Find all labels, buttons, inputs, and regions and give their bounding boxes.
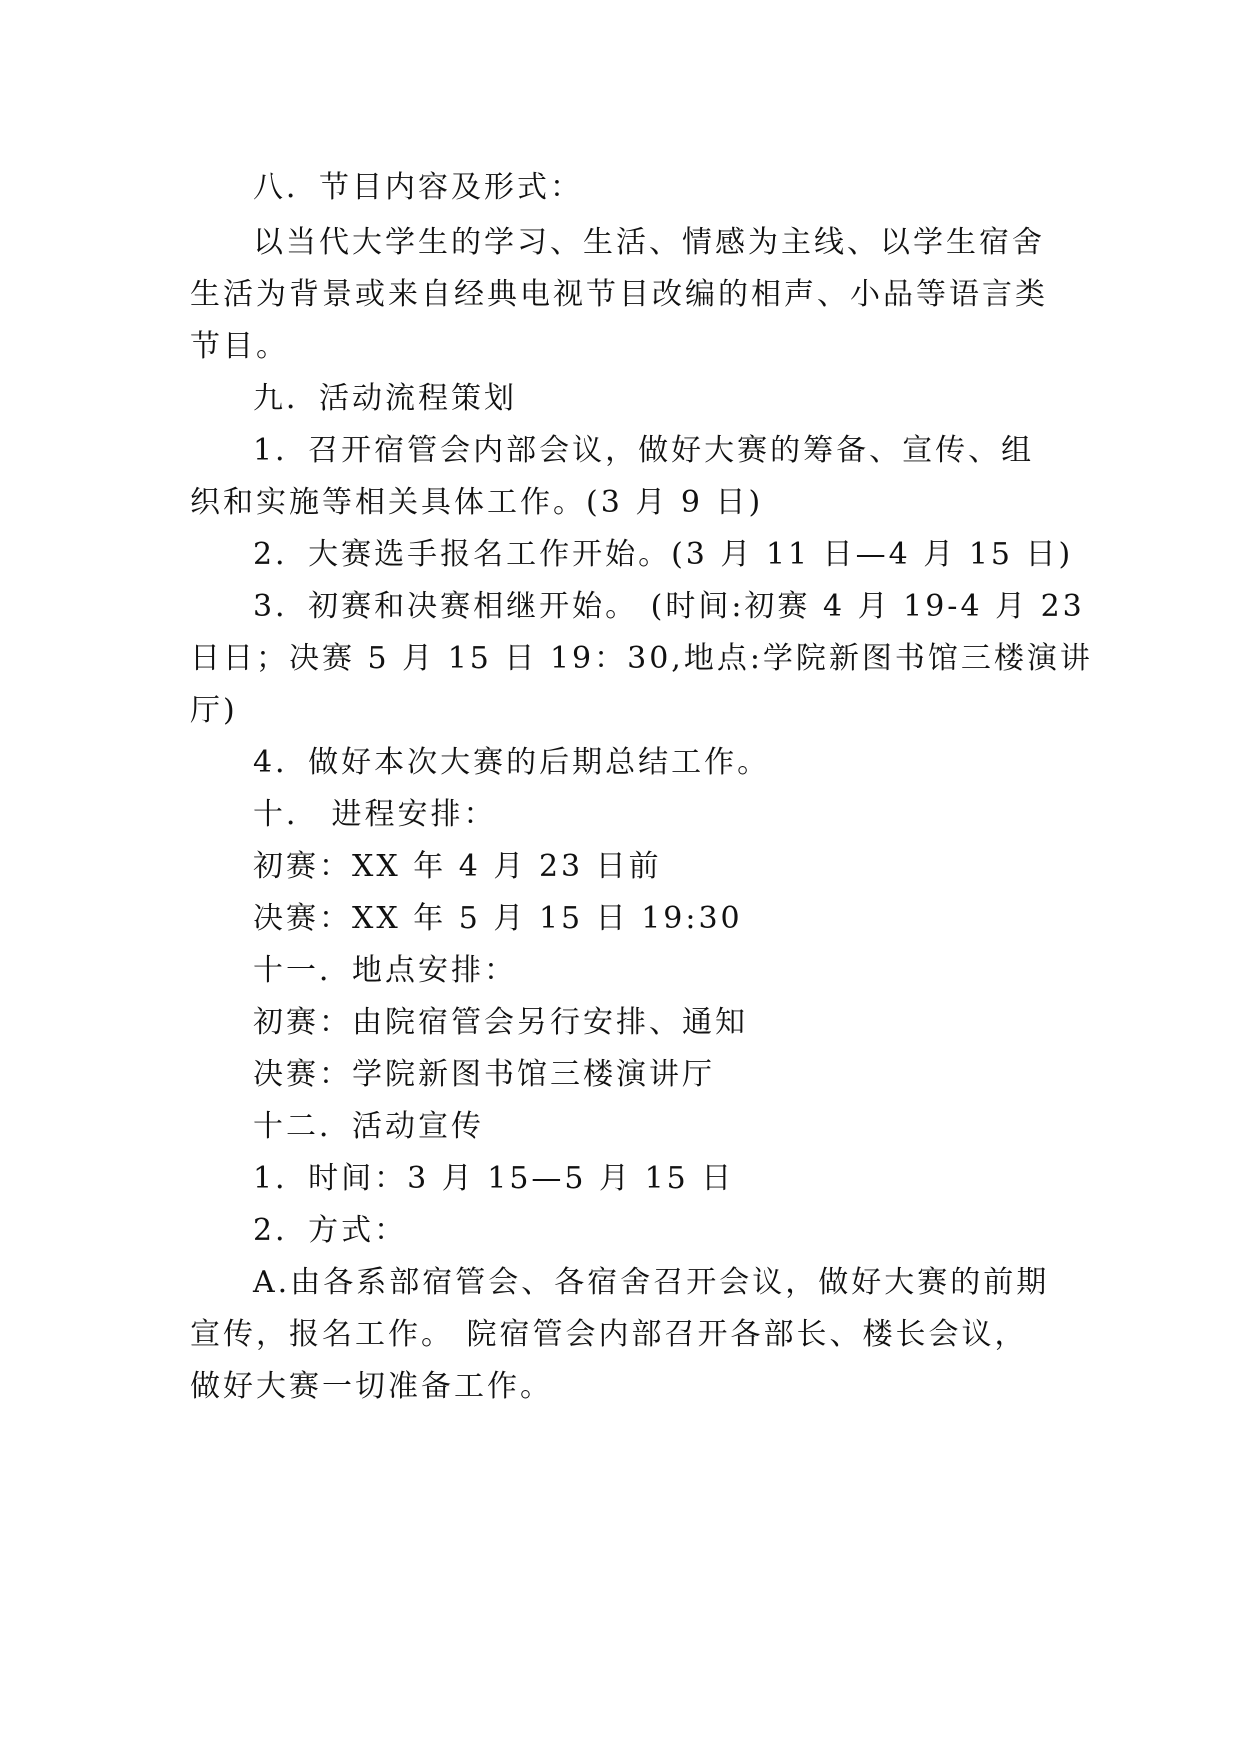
paragraph-line: 做好大赛一切准备工作。	[190, 1369, 553, 1404]
paragraph-line: 决赛：XX 年 5 月 15 日 19:30	[253, 901, 743, 936]
paragraph-line: A.由各系部宿管会、各宿舍召开会议，做好大赛的前期	[253, 1265, 1050, 1300]
section-9-heading: 九．活动流程策划	[253, 381, 517, 416]
section-12-heading: 十二．活动宣传	[253, 1109, 484, 1144]
section-10-heading: 十． 进程安排：	[253, 797, 497, 832]
paragraph-line: 2．方式：	[253, 1213, 408, 1248]
paragraph-line: 1．召开宿管会内部会议，做好大赛的筹备、宣传、组	[253, 433, 1035, 468]
paragraph-line: 以当代大学生的学习、生活、情感为主线、以学生宿舍	[253, 225, 1045, 260]
paragraph-line: 织和实施等相关具体工作。(3 月 9 日)	[190, 485, 764, 520]
section-11-heading: 十一．地点安排：	[253, 953, 517, 988]
paragraph-line: 初赛：由院宿管会另行安排、通知	[253, 1005, 748, 1040]
paragraph-line: 日日；决赛 5 月 15 日 19：30,地点:学院新图书馆三楼演讲	[190, 641, 1093, 676]
paragraph-line: 3．初赛和决赛相继开始。 (时间:初赛 4 月 19-4 月 23	[253, 589, 1085, 624]
paragraph-line: 1．时间：3 月 15—5 月 15 日	[253, 1161, 735, 1196]
paragraph-line: 宣传，报名工作。 院宿管会内部召开各部长、楼长会议，	[190, 1317, 1028, 1352]
paragraph-line: 2．大赛选手报名工作开始。(3 月 11 日—4 月 15 日)	[253, 537, 1074, 572]
paragraph-line: 生活为背景或来自经典电视节目改编的相声、小品等语言类	[190, 277, 1048, 312]
paragraph-line: 决赛：学院新图书馆三楼演讲厅	[253, 1057, 715, 1092]
section-8-heading: 八．节目内容及形式：	[253, 170, 583, 205]
paragraph-line: 节目。	[190, 329, 289, 364]
paragraph-line: 4．做好本次大赛的后期总结工作。	[253, 745, 771, 780]
paragraph-line: 初赛：XX 年 4 月 23 日前	[253, 849, 662, 884]
paragraph-line: 厅)	[190, 693, 238, 728]
